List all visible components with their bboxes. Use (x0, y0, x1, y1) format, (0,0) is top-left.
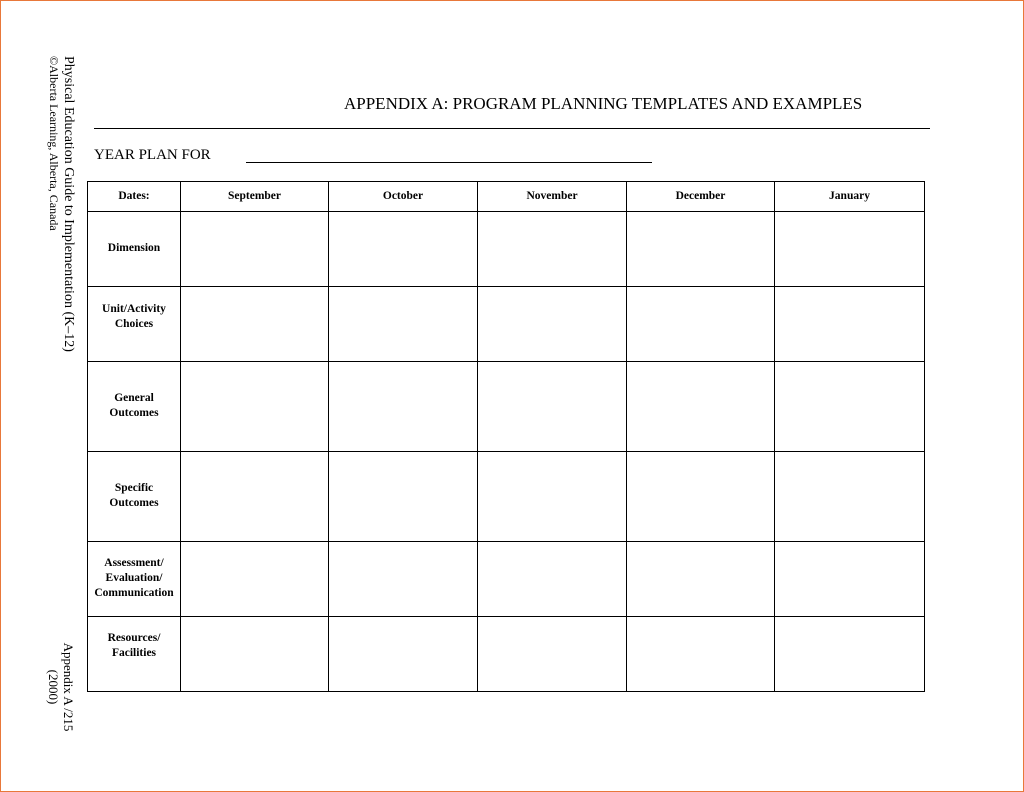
page-title: APPENDIX A: PROGRAM PLANNING TEMPLATES AND EXAMPLES (344, 94, 863, 113)
row-label: Assessment/ Evaluation/ Communication (88, 542, 181, 617)
table-cell[interactable] (181, 542, 329, 617)
table-cell[interactable] (478, 212, 627, 287)
table-cell[interactable] (181, 287, 329, 362)
row-label: Unit/Activity Choices (88, 287, 181, 362)
year-plan-fill-line[interactable] (246, 162, 652, 163)
copyright-notice: ©Alberta Learning, Alberta, Canada (47, 56, 61, 231)
table-cell[interactable] (181, 212, 329, 287)
table-cell[interactable] (627, 617, 775, 692)
table-cell[interactable] (627, 287, 775, 362)
table-row (88, 617, 925, 692)
table-cell[interactable] (329, 212, 478, 287)
table-cell[interactable] (478, 362, 627, 452)
month-header: November (478, 182, 627, 212)
table-cell[interactable] (329, 287, 478, 362)
table-cell[interactable] (329, 452, 478, 542)
row-label: Dimension (88, 212, 181, 287)
month-header: October (329, 182, 478, 212)
table-cell[interactable] (329, 542, 478, 617)
row-label: Resources/ Facilities (88, 617, 181, 692)
table-cell[interactable] (329, 617, 478, 692)
table-row (88, 287, 925, 362)
table-cell[interactable] (478, 287, 627, 362)
table-cell[interactable] (775, 362, 925, 452)
table-row (88, 212, 925, 287)
table-row (88, 542, 925, 617)
table-cell[interactable] (627, 452, 775, 542)
table-cell[interactable] (329, 362, 478, 452)
guide-title: Physical Education Guide to Implementation (K–12) (61, 56, 76, 352)
page-ref-label: Appendix A /215 (61, 642, 76, 732)
table-cell[interactable] (478, 452, 627, 542)
row-label: General Outcomes (88, 362, 181, 452)
page-ref-year: (2000) (46, 669, 61, 705)
title-divider (94, 128, 930, 129)
page-reference (46, 632, 76, 742)
table-cell[interactable] (478, 542, 627, 617)
dates-header: Dates: (88, 182, 181, 212)
table-header-row (88, 182, 925, 212)
table-cell[interactable] (478, 617, 627, 692)
table-cell[interactable] (181, 617, 329, 692)
month-header: September (181, 182, 329, 212)
year-plan-table (87, 181, 925, 692)
table-cell[interactable] (181, 452, 329, 542)
year-plan-label: YEAR PLAN FOR (94, 147, 211, 163)
table-cell[interactable] (775, 452, 925, 542)
table-cell[interactable] (181, 362, 329, 452)
month-header: December (627, 182, 775, 212)
table-cell[interactable] (627, 212, 775, 287)
table-cell[interactable] (627, 542, 775, 617)
row-label: Specific Outcomes (88, 452, 181, 542)
month-header: January (775, 182, 925, 212)
table-row (88, 452, 925, 542)
table-row (88, 362, 925, 452)
table-cell[interactable] (627, 362, 775, 452)
table-cell[interactable] (775, 287, 925, 362)
side-margin-text (28, 56, 76, 746)
table-cell[interactable] (775, 617, 925, 692)
table-cell[interactable] (775, 542, 925, 617)
table-cell[interactable] (775, 212, 925, 287)
